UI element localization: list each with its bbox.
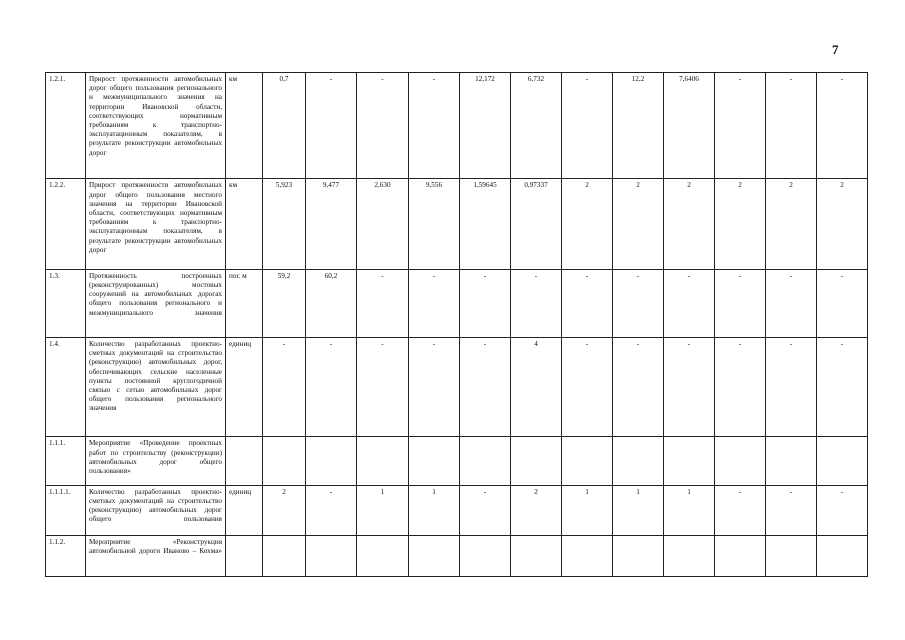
- value-cell: 1: [613, 485, 664, 535]
- value-cell: 12,172: [460, 73, 511, 179]
- value-cell: [306, 437, 357, 485]
- value-cell: -: [562, 338, 613, 437]
- row-number: 1.2.2.: [46, 179, 86, 269]
- value-cell: 0,7: [263, 73, 306, 179]
- unit-cell: [226, 437, 263, 485]
- row-number: 1.3.: [46, 269, 86, 337]
- unit-cell: единиц: [226, 485, 263, 535]
- value-cell: 12,2: [613, 73, 664, 179]
- unit-cell: км: [226, 73, 263, 179]
- indicator-description: Количество разработанных проектно-сметных документаций на строительство (реконструкцию) автомобильных дорог общего пользования: [86, 485, 226, 535]
- row-number: 1.1.2.: [46, 535, 86, 576]
- value-cell: 2: [817, 179, 868, 269]
- value-cell: -: [460, 338, 511, 437]
- value-cell: 2: [664, 179, 715, 269]
- value-cell: 1: [562, 485, 613, 535]
- value-cell: [409, 437, 460, 485]
- indicator-description: Мероприятие «Проведение проектных работ по строительству (реконструкции) автомобильных дорог общего пользования»: [86, 437, 226, 485]
- value-cell: -: [263, 338, 306, 437]
- value-cell: -: [306, 73, 357, 179]
- value-cell: 7,6406: [664, 73, 715, 179]
- value-cell: 1: [664, 485, 715, 535]
- value-cell: -: [306, 485, 357, 535]
- value-cell: [766, 535, 817, 576]
- value-cell: [613, 437, 664, 485]
- row-number: 1.4.: [46, 338, 86, 437]
- unit-cell: единиц: [226, 338, 263, 437]
- unit-cell: [226, 535, 263, 576]
- value-cell: -: [357, 73, 409, 179]
- table-row: [46, 73, 868, 179]
- value-cell: -: [664, 269, 715, 337]
- value-cell: 60,2: [306, 269, 357, 337]
- value-cell: 2: [511, 485, 562, 535]
- value-cell: [460, 437, 511, 485]
- value-cell: [664, 437, 715, 485]
- value-cell: [357, 535, 409, 576]
- value-cell: -: [511, 269, 562, 337]
- value-cell: [817, 535, 868, 576]
- value-cell: -: [409, 73, 460, 179]
- value-cell: 1: [409, 485, 460, 535]
- value-cell: -: [357, 338, 409, 437]
- value-cell: 2: [263, 485, 306, 535]
- value-cell: -: [766, 338, 817, 437]
- indicator-description: Мероприятие «Реконструкция автомобильной дороги Иваново – Кохма»: [86, 535, 226, 576]
- value-cell: [664, 535, 715, 576]
- indicator-description: Прирост протяженности автомобильных дорог общего пользования регионального и межмуниципального значения на территории Ивановской области, соответствующих нормативным требованиям к транспортно-эксплуатационным показателям, в результате реконструкции автомобильных дорог: [86, 73, 226, 179]
- row-number: 1.2.1.: [46, 73, 86, 179]
- value-cell: 2: [613, 179, 664, 269]
- value-cell: 2,630: [357, 179, 409, 269]
- value-cell: 1: [357, 485, 409, 535]
- value-cell: [306, 535, 357, 576]
- value-cell: 6,732: [511, 73, 562, 179]
- value-cell: [460, 535, 511, 576]
- value-cell: 2: [715, 179, 766, 269]
- value-cell: [766, 437, 817, 485]
- value-cell: [511, 437, 562, 485]
- value-cell: -: [766, 485, 817, 535]
- value-cell: -: [715, 73, 766, 179]
- value-cell: [357, 437, 409, 485]
- value-cell: 2: [562, 179, 613, 269]
- value-cell: [715, 535, 766, 576]
- value-cell: -: [715, 269, 766, 337]
- value-cell: [562, 437, 613, 485]
- value-cell: -: [817, 485, 868, 535]
- value-cell: -: [409, 338, 460, 437]
- value-cell: -: [357, 269, 409, 337]
- value-cell: 59,2: [263, 269, 306, 337]
- value-cell: 1,59645: [460, 179, 511, 269]
- value-cell: -: [715, 485, 766, 535]
- table-row: [46, 535, 868, 576]
- value-cell: [263, 437, 306, 485]
- value-cell: -: [664, 338, 715, 437]
- value-cell: -: [817, 269, 868, 337]
- value-cell: -: [306, 338, 357, 437]
- value-cell: [511, 535, 562, 576]
- value-cell: -: [715, 338, 766, 437]
- value-cell: -: [562, 73, 613, 179]
- value-cell: [409, 535, 460, 576]
- unit-cell: пог. м: [226, 269, 263, 337]
- value-cell: -: [817, 338, 868, 437]
- indicator-description: Протяженность построенных (реконструированных) мостовых сооружений на автомобильных дорогах общего пользования регионального и межмуниципального значения: [86, 269, 226, 337]
- value-cell: -: [460, 269, 511, 337]
- value-cell: -: [613, 338, 664, 437]
- value-cell: -: [766, 269, 817, 337]
- value-cell: 4: [511, 338, 562, 437]
- unit-cell: км: [226, 179, 263, 269]
- value-cell: -: [562, 269, 613, 337]
- value-cell: -: [613, 269, 664, 337]
- value-cell: 2: [766, 179, 817, 269]
- value-cell: [715, 437, 766, 485]
- value-cell: [263, 535, 306, 576]
- value-cell: -: [409, 269, 460, 337]
- table-row: [46, 179, 868, 269]
- table-row: [46, 338, 868, 437]
- indicator-table: [45, 72, 868, 577]
- table-row: [46, 437, 868, 485]
- table-row: [46, 269, 868, 337]
- value-cell: 9,477: [306, 179, 357, 269]
- indicator-description: Количество разработанных проектно-сметных документаций на строительство (реконструкцию) автомобильных дорог, обеспечивающих сельские населенные пункты постоянной круглогодичной связью с сетью автомобильных дорог общего пользования регионального значения: [86, 338, 226, 437]
- value-cell: [613, 535, 664, 576]
- indicator-description: Прирост протяженности автомобильных дорог общего пользования местного значения на территории Ивановской области, соответствующих нормативным требованиям к транспортно-эксплуатационным показателям, в результате реконструкции автомобильных дорог: [86, 179, 226, 269]
- page-number: 7: [832, 42, 839, 57]
- value-cell: -: [817, 73, 868, 179]
- row-number: 1.1.1.: [46, 437, 86, 485]
- value-cell: [817, 437, 868, 485]
- table-row: [46, 485, 868, 535]
- row-number: 1.1.1.1.: [46, 485, 86, 535]
- value-cell: 0,97337: [511, 179, 562, 269]
- value-cell: -: [766, 73, 817, 179]
- value-cell: -: [460, 485, 511, 535]
- value-cell: [562, 535, 613, 576]
- value-cell: 9,556: [409, 179, 460, 269]
- value-cell: 5,923: [263, 179, 306, 269]
